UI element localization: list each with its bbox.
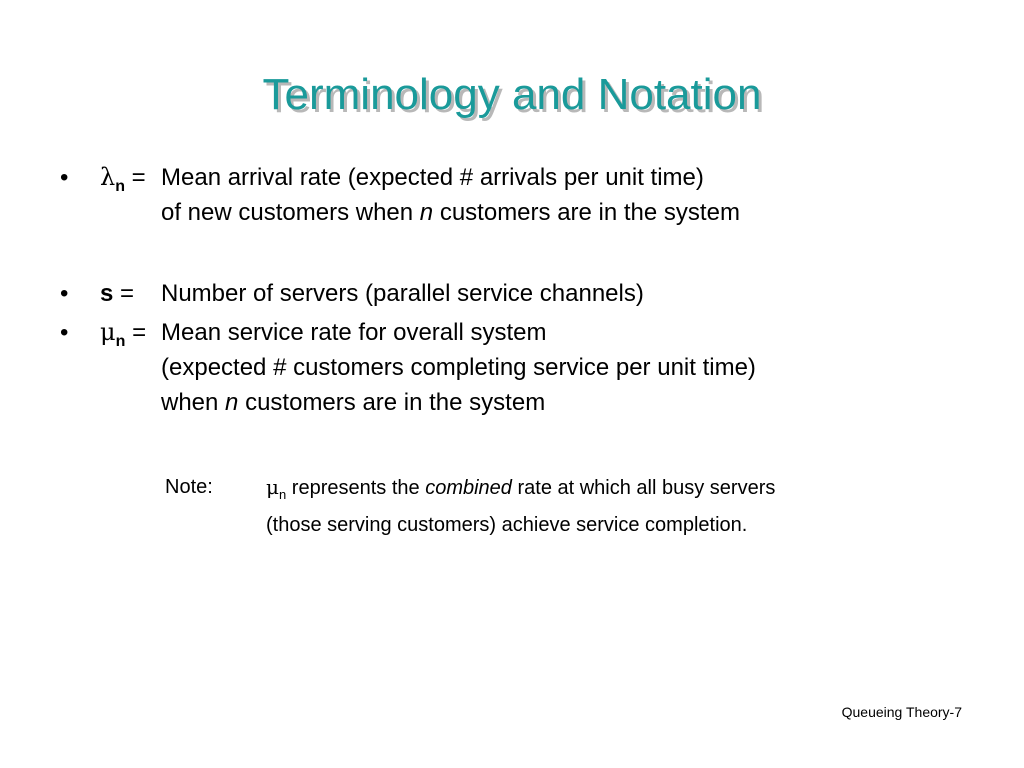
lambda-definition: Mean arrival rate (expected # arrivals per unit time) of new customers when n customers are in the system	[161, 164, 740, 226]
servers-symbol: s =	[100, 280, 135, 307]
bullet-dot: •	[60, 164, 69, 191]
bullet-servers	[60, 276, 960, 311]
slide-footer: Queueing Theory-7	[841, 704, 962, 720]
slide-title: Terminology and Notation	[262, 70, 762, 119]
bullet-mu	[60, 315, 960, 420]
mu-symbol: $\mu_n$ =	[100, 318, 147, 350]
mu-definition: Mean service rate for overall system (expected # customers completing service per unit time) when n customers are in the system	[161, 319, 756, 416]
bullet-dot: •	[60, 319, 69, 346]
lambda-symbol: $\lambda_n$ =	[100, 163, 146, 195]
servers-definition: Number of servers (parallel service channels)	[161, 280, 644, 307]
bullet-lambda	[60, 160, 960, 230]
bullet-dot: •	[60, 280, 69, 307]
note-label: Note:	[165, 476, 213, 498]
note-text: $\mu_n$ represents the combined rate at which all busy servers (those serving customers) achieve service completion.	[266, 475, 776, 536]
